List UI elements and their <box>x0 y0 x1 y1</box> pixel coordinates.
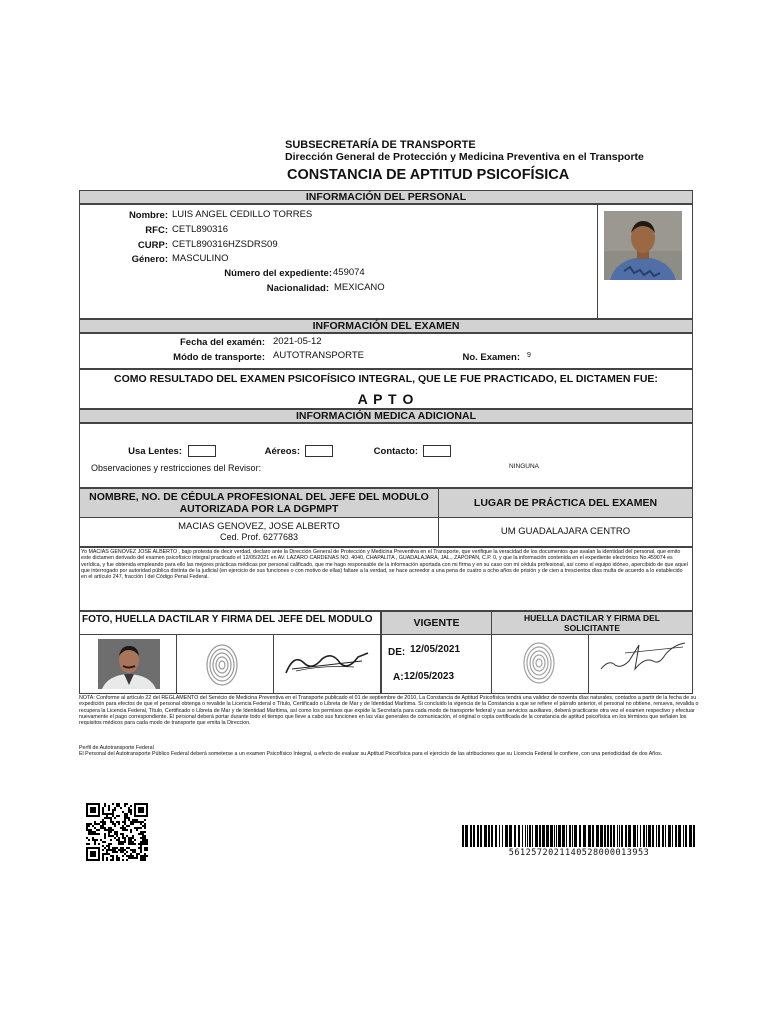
dictamen-value: A P T O <box>357 391 415 407</box>
applicant-header: HUELLA DACTILAR Y FIRMA DEL SOLICITANTE <box>524 613 660 633</box>
chief-signature-header: FOTO, HUELLA DACTILAR Y FIRMA DEL JEFE DEL MODULO <box>82 614 373 625</box>
no-examen-label: No. Examen: <box>462 352 520 363</box>
vigente-dates-cell <box>381 634 492 694</box>
de-label: DE: <box>388 647 406 658</box>
chief-header-text: NOMBRE, NO. DE CÉDULA PROFESIONAL DEL JEFE DEL MODULO AUTORIZADA POR LA DGPMPT <box>89 491 429 515</box>
observaciones-label: Observaciones y restricciones del Revisor: <box>91 463 262 473</box>
nota-text: NOTA: Conforme al artículo 22 del REGLAMENTO del Servicio de Medicina Preventiva en el Transporte publicado el 01 de septiembre de 2010, La Constancia de Aptitud Psicofísica tendrá una validez de noventa días naturales, contados a partir de la fecha de su expedición para efectos de que el personal obtenga o revalide la Licencia Federal o Título, Certificado o Libreta de Mar y de Identidad Marítima. Si concluido la vigencia de la Constancia a que se refiere el párrafo anterior, el personal no obtiene, renueva, revalida o recupera la Licencia Federal, Título, Certificado o Libreta de Mar y de Identidad Marítima, así como los permisos que expide la Secretaría para cada modo de transporte federal y sus servicios auxiliares, deberá practicarse otra vez el examen respectivo y efectuar nuevamente el pago correspondiente. El personal deberá portar durante todo el tiempo que lleve a cabo sus funciones en las vías generales de comunicación, el original o copia certificada de la constancia de aptitud psicofísica en los términos que señalen los requisitos médicos para cada modo de transporte que emita la Direccion. <box>79 695 699 727</box>
chief-photo-cell <box>79 634 177 694</box>
fecha-value: 2021-05-12 <box>273 336 322 347</box>
a-value: 12/05/2023 <box>404 671 455 682</box>
chief-name-cell <box>79 517 439 547</box>
de-value: 12/05/2021 <box>410 644 461 655</box>
personal-section-title: INFORMACIÓN DEL PERSONAL <box>79 190 693 204</box>
rfc-value: CETL890316 <box>172 224 228 235</box>
result-statement: COMO RESULTADO DEL EXAMEN PSICOFÍSICO INTEGRAL, QUE LE FUE PRACTICADO, EL DICTAMEN FUE: <box>114 373 658 385</box>
nombre-value: LUIS ANGEL CEDILLO TORRES <box>172 209 313 220</box>
chief-fingerprint-cell <box>176 634 274 694</box>
applicant-signature-cell <box>588 634 693 694</box>
chief-signature-header-cell <box>79 611 381 635</box>
medical-section-title: INFORMACIÓN MEDICA ADICIONAL <box>79 409 693 423</box>
qr-code-icon <box>86 803 148 861</box>
contacto-label: Contacto: <box>373 446 418 457</box>
fingerprint-icon <box>205 643 239 687</box>
chief-name: MACIAS GENOVEZ, JOSE ALBERTO <box>178 521 340 532</box>
expediente-label: Número del expediente: <box>224 268 332 279</box>
vigente-header: VIGENTE <box>413 617 460 629</box>
signature-icon <box>595 639 689 679</box>
rfc-label: RFC: <box>145 225 168 236</box>
lentes-checkbox[interactable] <box>188 445 216 457</box>
barcode-icon <box>462 825 696 847</box>
document-title: CONSTANCIA DE APTITUD PSICOFÍSICA <box>287 167 570 183</box>
contacto-checkbox[interactable] <box>423 445 451 457</box>
place-header-cell <box>438 488 693 518</box>
declaration-text: Yo MACIAS GENOVEZ JOSE ALBERTO , bajo protesta de decir verdad, declaro ante la Dirección General de Protección y Medicina Preventiva en el Transporte, que verifique la veracidad de los documentos que avalan la identidad del personal, que emito este dictamen derivado del examen psicofísico integral practicado el 12/05/2021 en AV. LAZARO CARDENAS NO. 4040, CHAPALITA , GUADALAJARA, JAL., ZAPOPAN, C.P. 0, y que la información contenida en el expediente electrónico No.459074 es verídica, y fue obtenida empleando para ello las mejores prácticas médicas por personal calificado, que me hago responsable de la información aportada con mi firma y en su caso con mi cédula profesional, así como el equipo idóneo, apercibido de que aquel que interrogado por autoridad pública distinta de la judicial (en ejercicio de sus funciones o con motivo de ellas) faltare a la verdad, se hace acreedor a una pena de cuatro a ocho años de prisión y de cien a trescientos días multa de acuerdo a lo establecido en el artículo 247, fracción I del Código Penal Federal. <box>81 549 688 581</box>
perfil-title: Perfil de Autotransporte Federal <box>79 745 154 751</box>
agency-name: SUBSECRETARÍA DE TRANSPORTE <box>285 139 476 151</box>
exam-section-title: INFORMACIÓN DEL EXAMEN <box>79 319 693 333</box>
curp-label: CURP: <box>137 240 168 251</box>
perfil-text: El Personal del Autotransporte Público Federal deberá someterse a un examen Psicofísico Integral, a efecto de evaluar su Aptitud Psicofísica para el ejercicio de las atribuciones que su Licencia Federal le confiere, con una periodicidad de dos Años. <box>79 751 663 757</box>
a-label: A: <box>393 672 404 683</box>
aereos-label: Aéreos: <box>264 446 300 457</box>
nacionalidad-value: MEXICANO <box>334 282 385 293</box>
chief-signature-cell <box>273 634 381 694</box>
modo-value: AUTOTRANSPORTE <box>273 350 364 361</box>
place-value-cell <box>438 517 693 547</box>
expediente-value: 459074 <box>333 267 365 278</box>
signature-icon <box>282 645 372 681</box>
nombre-label: Nombre: <box>128 210 168 221</box>
place-header-text: LUGAR DE PRÁCTICA DEL EXAMEN <box>473 497 658 509</box>
aereos-checkbox[interactable] <box>305 445 333 457</box>
genero-value: MASCULINO <box>172 253 229 264</box>
applicant-header-cell <box>491 611 693 635</box>
directorate-name: Dirección General de Protección y Medicina Preventiva en el Transporte <box>285 151 644 163</box>
observaciones-value: NINGUNA <box>509 463 539 470</box>
no-examen-value: 9 <box>527 352 531 359</box>
fingerprint-icon <box>522 641 556 685</box>
applicant-fingerprint-cell <box>491 634 589 694</box>
lentes-label: Usa Lentes: <box>128 446 182 457</box>
chief-cedula: Ced. Prof. 6277683 <box>219 532 299 542</box>
curp-value: CETL890316HZSDRS09 <box>172 239 278 250</box>
person-photo-icon <box>604 211 682 280</box>
chief-header-cell <box>79 488 439 518</box>
fecha-label: Fecha del examén: <box>179 337 265 348</box>
modo-label: Módo de transporte: <box>173 352 265 363</box>
barcode-number: 5612572021140528000013953 <box>508 848 650 858</box>
place-value: UM GUADALAJARA CENTRO <box>500 526 631 537</box>
genero-label: Género: <box>131 254 168 265</box>
vigente-header-cell <box>381 611 492 635</box>
nacionalidad-label: Nacionalidad: <box>266 283 329 294</box>
chief-photo-icon <box>98 639 160 689</box>
